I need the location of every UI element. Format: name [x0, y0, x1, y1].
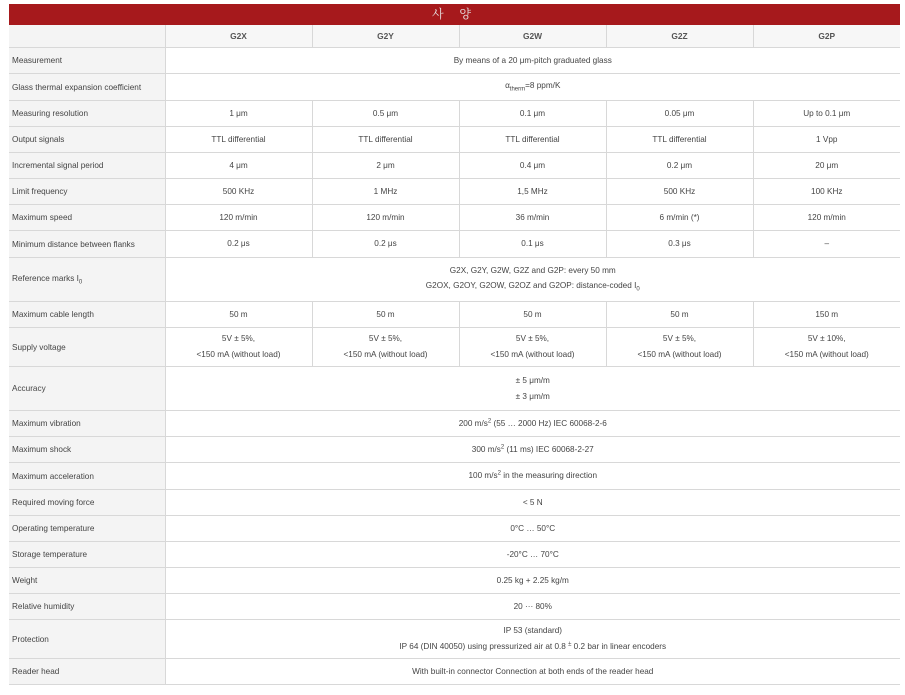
row-value: 0.25 kg + 2.25 kg/m: [165, 568, 900, 594]
spec-row-cable: [9, 302, 900, 328]
cell-value: 4 μm: [165, 153, 312, 179]
spec-row-acceleration: [9, 463, 900, 490]
row-label: Measurement: [9, 48, 165, 74]
row-value: With built-in connector Connection at both ends of the reader head: [165, 659, 900, 685]
cell-value: 50 m: [312, 302, 459, 328]
refmarks-label-text: Reference marks I: [12, 273, 79, 283]
cell-value: 50 m: [459, 302, 606, 328]
supply-line-2: <150 mA (without load): [637, 350, 722, 359]
refmarks-line-1: G2X, G2Y, G2W, G2Z and G2P: every 50 mm: [449, 265, 616, 275]
cell-value: 500 KHz: [606, 179, 753, 205]
spec-table: [9, 25, 900, 685]
model-header-row: [9, 25, 900, 48]
cell-value: TTL differential: [165, 127, 312, 153]
spec-row-flanks: [9, 231, 900, 258]
row-value: [165, 463, 900, 490]
row-value: [165, 411, 900, 437]
supply-line-1: 5V ± 5%,: [221, 334, 256, 344]
spec-row-refmarks: [9, 258, 900, 302]
row-value: [165, 620, 900, 659]
spec-row-sttemp: [9, 542, 900, 568]
row-label: Operating temperature: [9, 516, 165, 542]
spec-row-glass: [9, 74, 900, 101]
row-label: Relative humidity: [9, 594, 165, 620]
row-label: Maximum acceleration: [9, 463, 165, 490]
row-label: Maximum cable length: [9, 302, 165, 328]
model-header: G2P: [753, 25, 900, 48]
alpha-symbol: α: [505, 80, 510, 90]
spec-row-output: [9, 127, 900, 153]
vibration-pre: 200 m/s: [458, 418, 488, 428]
supply-line-1: 5V ± 5%,: [368, 334, 403, 344]
cell-value: 36 m/min: [459, 205, 606, 231]
cell-value: –: [753, 231, 900, 258]
acceleration-sup: 2: [497, 470, 501, 477]
row-value: [165, 74, 900, 101]
row-value: -20°C … 70°C: [165, 542, 900, 568]
cell-value: 6 m/min (*): [606, 205, 753, 231]
model-header: G2Z: [606, 25, 753, 48]
spec-row-shock: [9, 437, 900, 463]
spec-row-weight: [9, 568, 900, 594]
row-label: Output signals: [9, 127, 165, 153]
model-header: G2W: [459, 25, 606, 48]
protection-line-1: IP 53 (standard): [503, 626, 563, 636]
model-header: G2Y: [312, 25, 459, 48]
cell-value: TTL differential: [312, 127, 459, 153]
row-label: Storage temperature: [9, 542, 165, 568]
row-label: Maximum speed: [9, 205, 165, 231]
cell-value: [459, 328, 606, 367]
acceleration-pre: 100 m/s: [468, 471, 498, 481]
expansion-value: =8 ppm/K: [525, 80, 561, 90]
cell-value: 120 m/min: [165, 205, 312, 231]
cell-value: 0.2 μs: [165, 231, 312, 258]
supply-line-2: <150 mA (without load): [343, 350, 428, 359]
row-value: 0°C … 50°C: [165, 516, 900, 542]
spec-row-period: [9, 153, 900, 179]
acceleration-post: in the measuring direction: [500, 471, 597, 481]
spec-row-optemp: [9, 516, 900, 542]
cell-value: 150 m: [753, 302, 900, 328]
refmarks-label-sub: 0: [78, 279, 83, 286]
cell-value: TTL differential: [606, 127, 753, 153]
supply-line-2: <150 mA (without load): [490, 350, 575, 359]
supply-line-2: <150 mA (without load): [784, 350, 869, 359]
cell-value: [753, 328, 900, 367]
cell-value: 50 m: [606, 302, 753, 328]
row-label: Supply voltage: [9, 328, 165, 367]
row-label: Reader head: [9, 659, 165, 685]
cell-value: 100 KHz: [753, 179, 900, 205]
refmarks-line-2-text: G2OX, G2OY, G2OW, G2OZ and G2OP: distance-coded I: [425, 281, 637, 291]
row-label: Accuracy: [9, 367, 165, 411]
protection-line-2: [166, 639, 901, 655]
cell-value: 2 μm: [312, 153, 459, 179]
accuracy-line-1: ± 5 μm/m: [515, 375, 550, 385]
therm-subscript: therm: [509, 86, 526, 93]
spec-row-reader: [9, 659, 900, 685]
cell-value: TTL differential: [459, 127, 606, 153]
shock-post: (11 ms) IEC 60068-2-27: [504, 444, 594, 454]
row-value: [165, 437, 900, 463]
spec-row-protection: [9, 620, 900, 659]
refmarks-line-2: [166, 278, 901, 296]
cell-value: 120 m/min: [312, 205, 459, 231]
row-label: Minimum distance between flanks: [9, 231, 165, 258]
cell-value: [312, 328, 459, 367]
spec-sheet: [9, 4, 900, 685]
cell-value: 0.2 μm: [606, 153, 753, 179]
header-corner: [9, 25, 165, 48]
row-label: Maximum shock: [9, 437, 165, 463]
spec-row-frequency: [9, 179, 900, 205]
cell-value: 1 μm: [165, 101, 312, 127]
cell-value: 1 MHz: [312, 179, 459, 205]
cell-value: 0.2 μs: [312, 231, 459, 258]
row-label: Glass thermal expansion coefficient: [9, 74, 165, 101]
cell-value: 1,5 MHz: [459, 179, 606, 205]
spec-title-bar: 사 양: [9, 4, 900, 25]
spec-row-humidity: [9, 594, 900, 620]
cell-value: 0.1 μm: [459, 101, 606, 127]
cell-value: [165, 328, 312, 367]
row-label: Required moving force: [9, 490, 165, 516]
cell-value: 1 Vpp: [753, 127, 900, 153]
row-label: Weight: [9, 568, 165, 594]
row-label: Limit frequency: [9, 179, 165, 205]
cell-value: 0.3 μs: [606, 231, 753, 258]
cell-value: 0.05 μm: [606, 101, 753, 127]
supply-line-2: <150 mA (without load): [196, 350, 281, 359]
cell-value: Up to 0.1 μm: [753, 101, 900, 127]
vibration-sup: 2: [487, 417, 492, 424]
spec-row-accuracy: [9, 367, 900, 411]
cell-value: 20 μm: [753, 153, 900, 179]
row-label: Maximum vibration: [9, 411, 165, 437]
shock-pre: 300 m/s: [471, 444, 501, 454]
supply-line-1: 5V ± 5%,: [515, 334, 550, 344]
row-value: [165, 258, 900, 302]
row-value: By means of a 20 μm-pitch graduated glass: [165, 48, 900, 74]
supply-line-1: 5V ± 5%,: [662, 334, 697, 344]
cell-value: 120 m/min: [753, 205, 900, 231]
row-label: Protection: [9, 620, 165, 659]
cell-value: 0.5 μm: [312, 101, 459, 127]
vibration-post: (55 … 2000 Hz) IEC 60068-2-6: [491, 418, 607, 428]
row-value: 20 ··· 80%: [165, 594, 900, 620]
protection-line-2-pre: IP 64 (DIN 40050) using pressurized air at 0.8: [399, 642, 569, 651]
supply-line-1: 5V ± 10%,: [807, 334, 846, 344]
cell-value: [606, 328, 753, 367]
spec-row-supply: [9, 328, 900, 367]
spec-row-resolution: [9, 101, 900, 127]
shock-sup: 2: [500, 443, 505, 450]
model-header: G2X: [165, 25, 312, 48]
refmarks-line-2-sub: 0: [636, 286, 640, 293]
cell-value: 0.1 μs: [459, 231, 606, 258]
row-label: Incremental signal period: [9, 153, 165, 179]
protection-line-2-sup: ±: [568, 641, 572, 648]
protection-line-2-post: 0.2 bar in linear encoders: [571, 642, 667, 651]
row-value: [165, 367, 900, 411]
cell-value: 500 KHz: [165, 179, 312, 205]
cell-value: 50 m: [165, 302, 312, 328]
row-label: Measuring resolution: [9, 101, 165, 127]
spec-row-speed: [9, 205, 900, 231]
spec-row-vibration: [9, 411, 900, 437]
row-value: < 5 N: [165, 490, 900, 516]
accuracy-line-2: ± 3 μm/m: [515, 391, 550, 401]
cell-value: 0.4 μm: [459, 153, 606, 179]
row-label: [9, 258, 165, 302]
spec-row-force: [9, 490, 900, 516]
spec-row-measurement: [9, 48, 900, 74]
